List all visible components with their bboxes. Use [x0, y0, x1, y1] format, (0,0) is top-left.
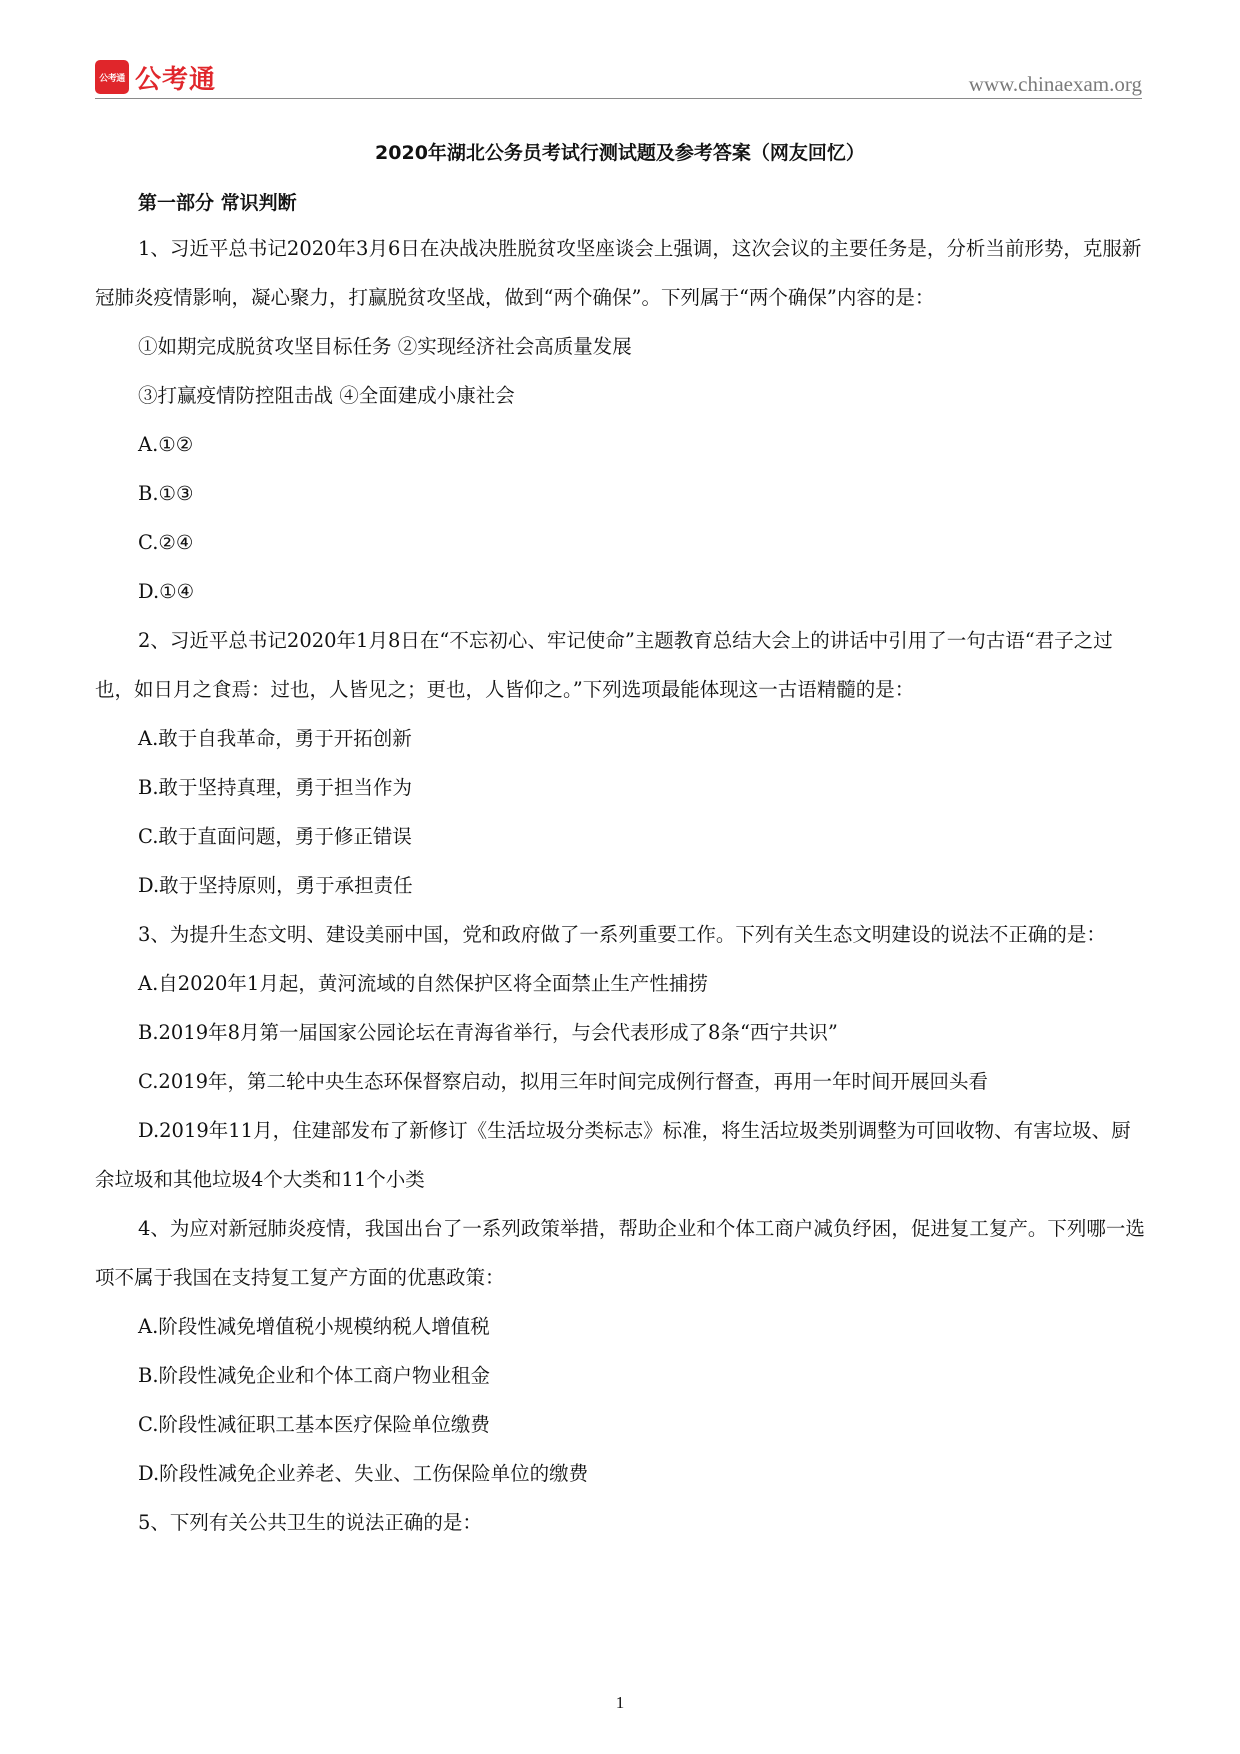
logo-text: 公考通	[135, 64, 217, 95]
question-4-stem: 4、为应对新冠肺炎疫情，我国出台了一系列政策举措，帮助企业和个体工商户减负纾困，促进复工复产。下列哪一选项不属于我国在支持复工复产方面的优惠政策：	[95, 1217, 1145, 1289]
question-2-option-c: C.敢于直面问题，勇于修正错误	[138, 825, 412, 848]
question-1-statement-line-2: ③打赢疫情防控阻击战 ④全面建成小康社会	[138, 384, 515, 407]
question-3-option-d: D.2019年11月，住建部发布了新修订《生活垃圾分类标志》标准，将生活垃圾类别调整为可回收物、有害垃圾、厨余垃圾和其他垃圾4个大类和11个小类	[95, 1119, 1131, 1191]
question-3-option-a: A.自2020年1月起，黄河流域的自然保护区将全面禁止生产性捕捞	[138, 972, 708, 995]
question-2-stem: 2、习近平总书记2020年1月8日在“不忘初心、牢记使命”主题教育总结大会上的讲话中引用了一句古语“君子之过也，如日月之食焉：过也，人皆见之；更也，人皆仰之。”下列选项最能体现这一古语精髓的是：	[95, 629, 1113, 701]
question-3-option-b: B.2019年8月第一届国家公园论坛在青海省举行，与会代表形成了8条“西宁共识”	[138, 1021, 838, 1044]
question-4-option-c: C.阶段性减征职工基本医疗保险单位缴费	[138, 1413, 490, 1436]
question-4-option-a: A.阶段性减免增值税小规模纳税人增值税	[138, 1315, 490, 1338]
page-number: 1	[615, 1693, 625, 1712]
question-2-option-b: B.敢于坚持真理，勇于担当作为	[138, 776, 413, 799]
question-3-option-c: C.2019年，第二轮中央生态环保督察启动，拟用三年时间完成例行督查，再用一年时间开展回头看	[138, 1070, 989, 1093]
logo-badge-icon: 公考通	[95, 60, 129, 94]
site-url: www.chinaexam.org	[968, 72, 1142, 96]
question-1-option-c: C.②④	[138, 531, 194, 554]
question-4-option-b: B.阶段性减免企业和个体工商户物业租金	[138, 1364, 491, 1387]
section-heading: 第一部分 常识判断	[138, 192, 297, 214]
question-4-option-d: D.阶段性减免企业养老、失业、工伤保险单位的缴费	[138, 1462, 589, 1485]
question-1-option-b: B.①③	[138, 482, 194, 505]
question-1-option-d: D.①④	[138, 580, 195, 603]
document-body	[95, 224, 1145, 1547]
question-2-option-d: D.敢于坚持原则，勇于承担责任	[138, 874, 413, 897]
document-title: 2020年湖北公务员考试行测试题及参考答案（网友回忆）	[375, 142, 865, 164]
question-1-option-a: A.①②	[138, 433, 194, 456]
question-5-stem: 5、下列有关公共卫生的说法正确的是：	[138, 1511, 482, 1534]
question-2-option-a: A.敢于自我革命，勇于开拓创新	[138, 727, 412, 750]
question-3-stem: 3、为提升生态文明、建设美丽中国，党和政府做了一系列重要工作。下列有关生态文明建设的说法不正确的是：	[138, 923, 1106, 946]
brand-logo	[95, 60, 216, 94]
question-1-statement-line-1: ①如期完成脱贫攻坚目标任务 ②实现经济社会高质量发展	[138, 335, 632, 358]
page-header	[95, 58, 1142, 99]
question-1-stem: 1、习近平总书记2020年3月6日在决战决胜脱贫攻坚座谈会上强调，这次会议的主要任务是，分析当前形势，克服新冠肺炎疫情影响，凝心聚力，打赢脱贫攻坚战，做到“两个确保”。下列属于“两个确保”内容的是：	[95, 237, 1142, 309]
